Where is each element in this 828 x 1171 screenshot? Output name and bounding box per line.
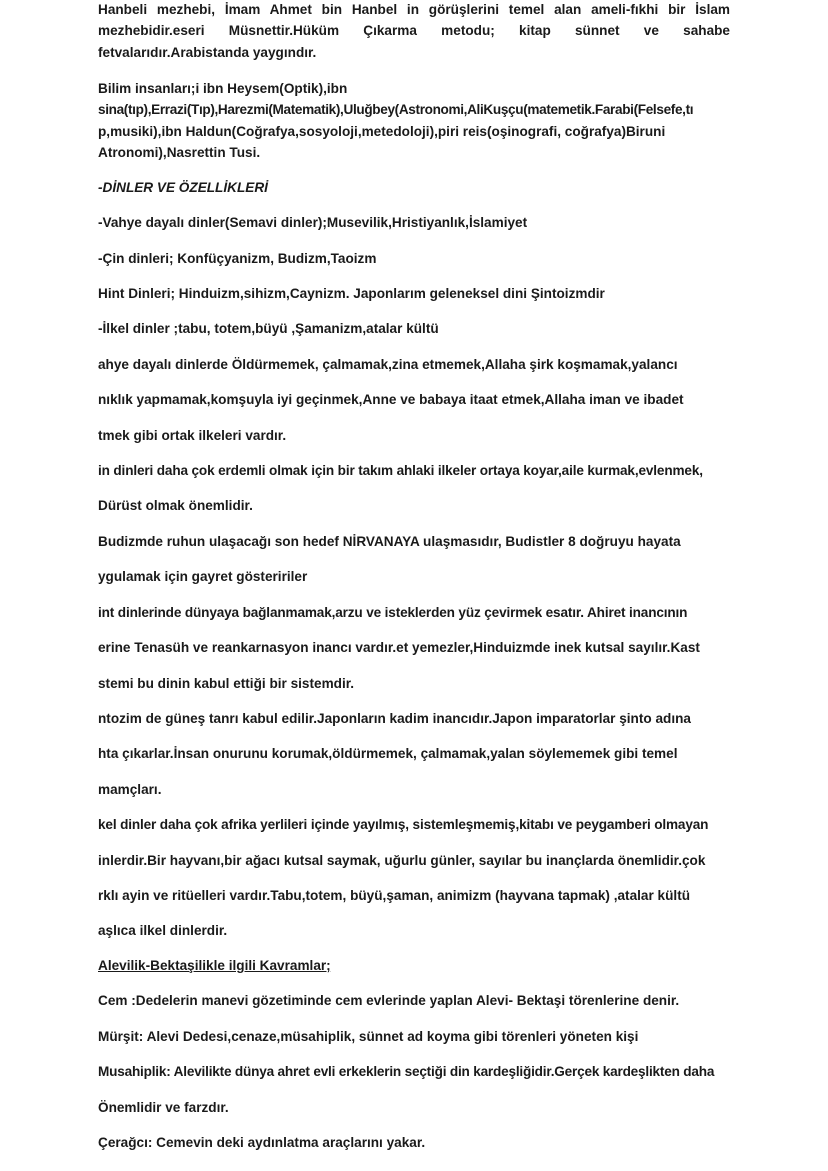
text-line: in dinleri daha çok erdemli olmak için bir takım ahlaki ilkeler ortaya koyar,aile kurmak,evlenmek, <box>98 463 703 478</box>
text-line: -Vahye dayalı dinler(Semavi dinler);Musevilik,Hristiyanlık,İslamiyet <box>98 215 528 230</box>
text-line: Bilim insanları;i ibn Heysem(Optik),ibn <box>98 81 348 96</box>
text-line: erine Tenasüh ve reankarnasyon inancı vardır.et yemezler,Hinduizmde inek kutsal sayılır.Kast <box>98 640 700 655</box>
text-line: Hanbeli mezhebi, İmam Ahmet bin Hanbel in görüşlerini temel alan ameli-fıkhi bir İslam <box>98 2 730 17</box>
text-line: p,musiki),ibn Haldun(Coğrafya,sosyoloji,metedoloji),piri reis(oşinografi, coğrafya)Biruni <box>98 124 666 139</box>
text-line: Çerağcı: Cemevin deki aydınlatma araçlarını yakar. <box>98 1135 426 1150</box>
text-line: kel dinler daha çok afrika yerlileri içinde yayılmış, sistemleşmemiş,kitabı ve peygamberi olmayan <box>98 817 709 832</box>
text-line: mamçları. <box>98 782 162 797</box>
section-heading: Alevilik-Bektaşilikle ilgili Kavramlar; <box>98 958 331 973</box>
text-line: Önemlidir ve farzdır. <box>98 1100 229 1115</box>
text-line: ygulamak için gayret gösteririler <box>98 569 308 584</box>
text-line: rklı ayin ve ritüelleri vardır.Tabu,totem, büyü,şaman, animizm (hayvana tapmak) ,atalar kültü <box>98 888 691 903</box>
text-line: fetvalarıdır.Arabistanda yaygındır. <box>98 45 317 60</box>
text-line: Musahiplik: Alevilikte dünya ahret evli erkeklerin seçtiği din kardeşliğidir.Gerçek kardeşlikten daha <box>98 1064 715 1079</box>
text-line: Cem :Dedelerin manevi gözetiminde cem evlerinde yaplan Alevi- Bektaşi törenlerine denir. <box>98 993 680 1008</box>
section-heading: -DİNLER VE ÖZELLİKLERİ <box>98 180 268 195</box>
text-line: inlerdir.Bir hayvanı,bir ağacı kutsal saymak, uğurlu günler, sayılar bu inançlarda önemlidir.çok <box>98 853 706 868</box>
document-page <box>98 0 730 1171</box>
text-line: tmek gibi ortak ilkeleri vardır. <box>98 428 287 443</box>
text-line: Dürüst olmak önemlidir. <box>98 498 253 513</box>
text-line: Budizmde ruhun ulaşacağı son hedef NİRVANAYA ulaşmasıdır, Budistler 8 doğruyu hayata <box>98 534 681 549</box>
text-line: aşlıca ilkel dinlerdir. <box>98 923 228 938</box>
text-line: Mürşit: Alevi Dedesi,cenaze,müsahiplik, sünnet ad koyma gibi törenleri yöneten kişi <box>98 1029 639 1044</box>
text-line: hta çıkarlar.İnsan onurunu korumak,öldürmemek, çalmamak,yalan söylememek gibi temel <box>98 746 678 761</box>
text-line: Atronomi),Nasrettin Tusi. <box>98 145 261 160</box>
text-line: Hint Dinleri; Hinduizm,sihizm,Caynizm. Japonlarım geleneksel dini Şintoizmdir <box>98 286 605 301</box>
text-line: ahye dayalı dinlerde Öldürmemek, çalmamak,zina etmemek,Allaha şirk koşmamak,yalancı <box>98 357 678 372</box>
text-line: ntozim de güneş tanrı kabul edilir.Japonların kadim inancıdır.Japon imparatorlar şinto adına <box>98 711 691 726</box>
text-line: stemi bu dinin kabul ettiği bir sistemdir. <box>98 676 355 691</box>
text-line: -Çin dinleri; Konfüçyanizm, Budizm,Taoizm <box>98 251 377 266</box>
text-line: nıklık yapmamak,komşuyla iyi geçinmek,Anne ve babaya itaat etmek,Allaha iman ve ibadet <box>98 392 684 407</box>
text-line: int dinlerinde dünyaya bağlanmamak,arzu ve isteklerden yüz çevirmek esatır. Ahiret inancının <box>98 605 688 620</box>
text-line: sina(tıp),Errazi(Tıp),Harezmi(Matematik),Uluğbey(Astronomi,AliKuşçu(matemetik.Farabi(Felsefe,tı <box>98 102 694 117</box>
text-line: -İlkel dinler ;tabu, totem,büyü ,Şamanizm,atalar kültü <box>98 321 439 336</box>
text-line: mezhebidir.eseri Müsnettir.Hüküm Çıkarma metodu; kitap sünnet ve sahabe <box>98 23 730 38</box>
